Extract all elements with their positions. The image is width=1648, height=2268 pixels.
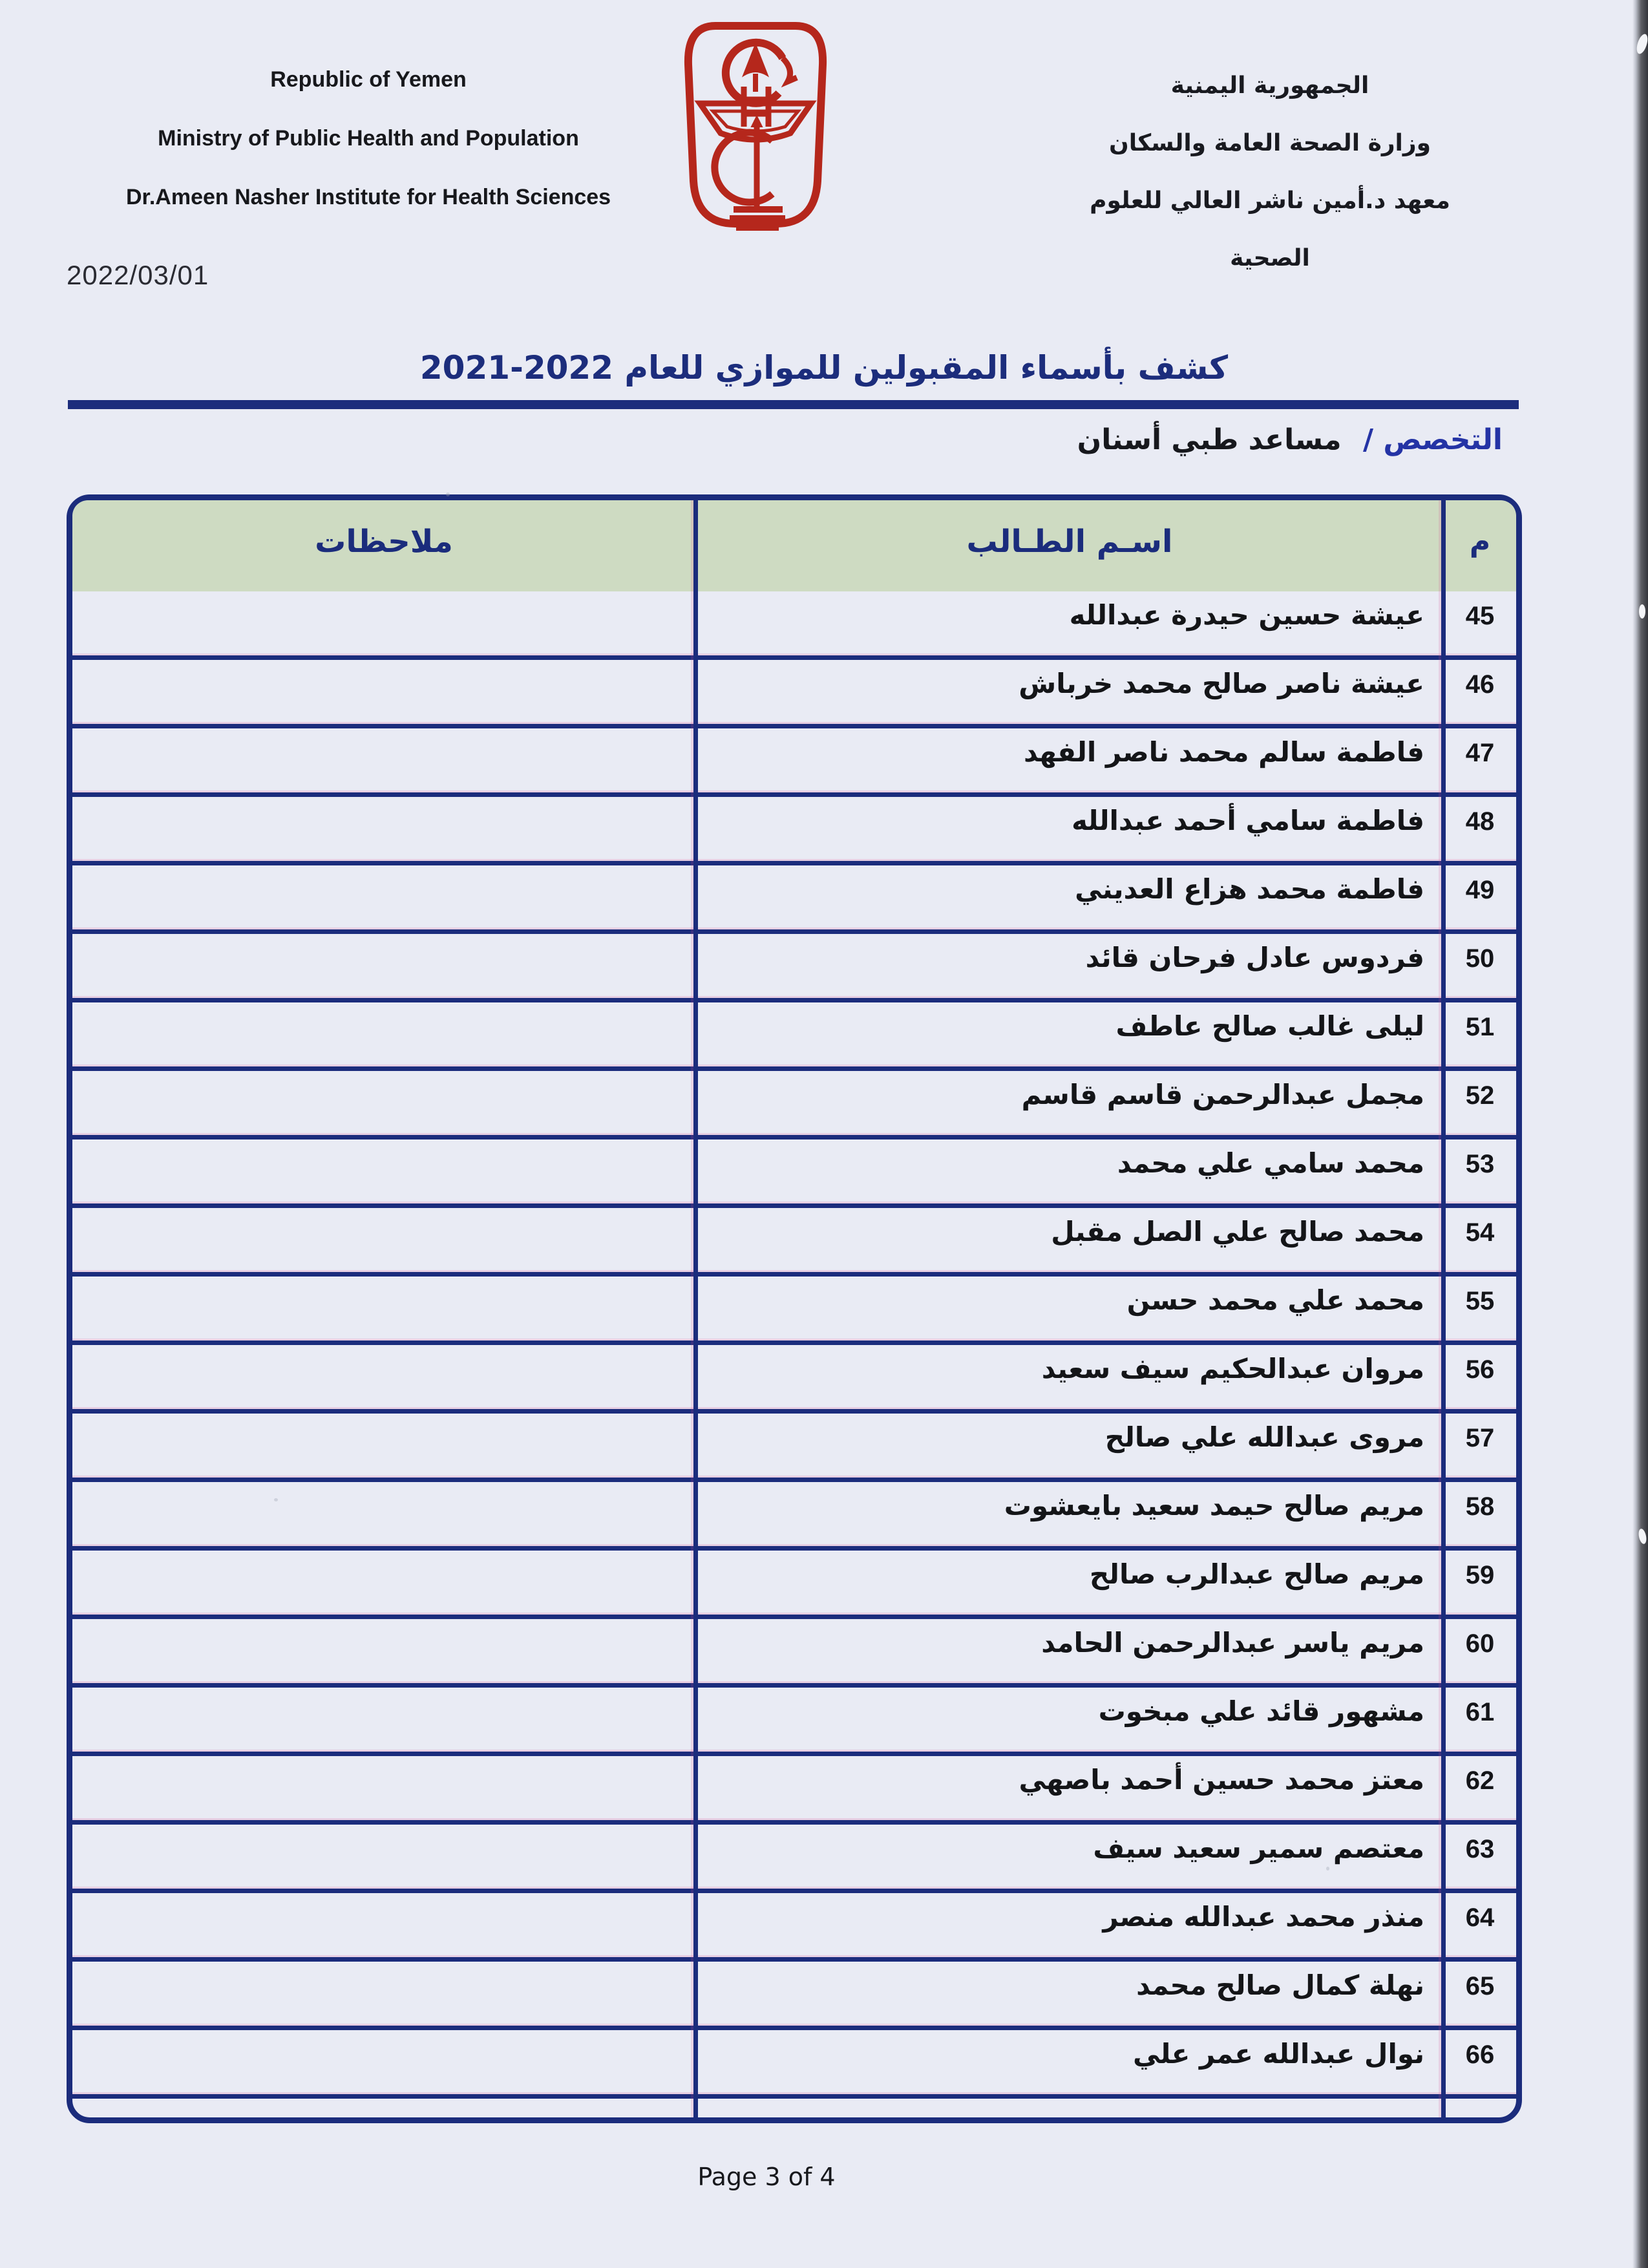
row-number: 48 bbox=[1465, 807, 1495, 836]
table-row bbox=[72, 1414, 1516, 1482]
table-row bbox=[72, 1688, 1516, 1756]
student-name: مشهور قائد علي مبخوت bbox=[1098, 1695, 1424, 1727]
table-row bbox=[72, 1619, 1516, 1688]
table-row bbox=[72, 1825, 1516, 1893]
row-number: 54 bbox=[1465, 1218, 1495, 1247]
dust-speck bbox=[1218, 964, 1221, 968]
row-number: 47 bbox=[1465, 739, 1495, 767]
letterhead-en-line2: Ministry of Public Health and Population bbox=[158, 126, 579, 151]
student-name: عيشة حسين حيدرة عبدالله bbox=[1069, 599, 1424, 631]
table-row bbox=[72, 865, 1516, 934]
column-header-notes: ملاحظات bbox=[315, 524, 453, 560]
row-number: 62 bbox=[1465, 1766, 1495, 1795]
row-number: 56 bbox=[1465, 1355, 1495, 1384]
letterhead-ar-line2: وزارة الصحة العامة والسكان bbox=[1109, 130, 1431, 156]
letterhead-ar-line1: الجمهورية اليمنية bbox=[1170, 72, 1369, 99]
table-row bbox=[72, 1002, 1516, 1071]
student-name: فاطمة سالم محمد ناصر الفهد bbox=[1023, 736, 1424, 768]
letterhead-en-line3: Dr.Ameen Nasher Institute for Health Sciences bbox=[125, 185, 611, 209]
column-header-student-name: اسـم الطـالب bbox=[966, 524, 1173, 560]
table-row bbox=[72, 660, 1516, 728]
student-name: فاطمة محمد هزاع العديني bbox=[1075, 873, 1424, 905]
row-number: 52 bbox=[1465, 1081, 1495, 1110]
table-row bbox=[72, 1071, 1516, 1139]
student-name: ليلى غالب صالح عاطف bbox=[1115, 1010, 1424, 1042]
student-name: فردوس عادل فرحان قائد bbox=[1085, 942, 1424, 973]
row-number: 55 bbox=[1465, 1287, 1495, 1315]
table-row bbox=[72, 1551, 1516, 1619]
scan-speck bbox=[1634, 33, 1648, 56]
table-row bbox=[72, 1756, 1516, 1825]
page-title: كشف بأسماء المقبولين للموازي للعام 2022-2021 bbox=[419, 349, 1229, 387]
row-number: 64 bbox=[1465, 1903, 1495, 1932]
student-name: محمد علي محمد حسن bbox=[1126, 1284, 1424, 1316]
letterhead-ar-line3: معهد د.أمين ناشر العالي للعلوم الصحية bbox=[1090, 187, 1450, 271]
table-row bbox=[72, 591, 1516, 660]
specialization-label: التخصص / bbox=[1362, 423, 1503, 456]
row-number: 51 bbox=[1465, 1013, 1495, 1041]
dust-speck bbox=[1326, 1867, 1329, 1871]
letterhead-english bbox=[84, 50, 653, 227]
column-divider-notes-name bbox=[693, 500, 698, 2117]
row-number: 53 bbox=[1465, 1150, 1495, 1178]
student-name: مريم صالح عبدالرب صالح bbox=[1089, 1558, 1424, 1590]
table-row bbox=[72, 1139, 1516, 1208]
letterhead-en-line1: Republic of Yemen bbox=[270, 67, 467, 92]
specialization-line bbox=[1077, 423, 1503, 456]
row-number: 45 bbox=[1465, 602, 1495, 630]
dust-speck bbox=[446, 493, 450, 496]
scan-speck bbox=[1638, 1528, 1648, 1545]
table-body bbox=[72, 591, 1516, 2099]
student-name: محمد صالح علي الصل مقبل bbox=[1051, 1216, 1424, 1247]
student-name: مروى عبدالله علي صالح bbox=[1104, 1421, 1424, 1453]
table-row bbox=[72, 797, 1516, 865]
scan-speck bbox=[1639, 604, 1645, 619]
table-row bbox=[72, 1277, 1516, 1345]
column-divider-name-index bbox=[1441, 500, 1446, 2117]
student-name: مريم صالح حيمد سعيد بايعشوت bbox=[1004, 1490, 1424, 1521]
dust-speck bbox=[274, 1498, 278, 1501]
row-number: 57 bbox=[1465, 1424, 1495, 1452]
table-row bbox=[72, 1482, 1516, 1551]
row-number: 66 bbox=[1465, 2040, 1495, 2069]
student-name: مجمل عبدالرحمن قاسم قاسم bbox=[1021, 1079, 1424, 1110]
student-name: مروان عبدالحكيم سيف سعيد bbox=[1041, 1353, 1424, 1384]
student-name: فاطمة سامي أحمد عبدالله bbox=[1072, 805, 1424, 836]
student-name: نهلة كمال صالح محمد bbox=[1136, 1969, 1424, 2001]
page-number-label: Page 3 of 4 bbox=[697, 2163, 836, 2191]
row-number: 58 bbox=[1465, 1492, 1495, 1521]
student-name: معتز محمد حسين أحمد باصهي bbox=[1019, 1764, 1424, 1796]
row-number: 59 bbox=[1465, 1561, 1495, 1589]
student-name: عيشة ناصر صالح محمد خرباش bbox=[1019, 668, 1424, 699]
row-number: 63 bbox=[1465, 1835, 1495, 1863]
students-table bbox=[67, 494, 1522, 2123]
row-number: 46 bbox=[1465, 670, 1495, 699]
document-date: 2022/03/01 bbox=[67, 260, 209, 290]
row-number: 49 bbox=[1465, 876, 1495, 904]
table-row bbox=[72, 934, 1516, 1002]
ministry-of-health-emblem-icon bbox=[674, 18, 837, 234]
table-row bbox=[72, 2030, 1516, 2099]
specialization-value: مساعد طبي أسنان bbox=[1077, 423, 1342, 456]
table-row bbox=[72, 1208, 1516, 1277]
table-row bbox=[72, 728, 1516, 797]
table-row bbox=[72, 1962, 1516, 2030]
student-name: منذر محمد عبدالله منصر bbox=[1103, 1901, 1424, 1933]
student-name: محمد سامي علي محمد bbox=[1117, 1147, 1424, 1179]
student-name: معتصم سمير سعيد سيف bbox=[1093, 1832, 1424, 1864]
row-number: 60 bbox=[1465, 1629, 1495, 1658]
letterhead-arabic bbox=[1066, 57, 1474, 287]
scanner-edge-strip bbox=[1632, 0, 1648, 2268]
table-header-row bbox=[72, 500, 1516, 591]
student-name: نوال عبدالله عمر علي bbox=[1133, 2038, 1424, 2070]
column-header-index: م bbox=[1469, 525, 1491, 558]
row-number: 61 bbox=[1465, 1698, 1495, 1726]
student-name: مريم ياسر عبدالرحمن الحامد bbox=[1041, 1627, 1424, 1659]
title-underline-rule bbox=[68, 400, 1519, 409]
table-row bbox=[72, 1893, 1516, 1962]
table-row bbox=[72, 1345, 1516, 1414]
row-number: 50 bbox=[1465, 944, 1495, 973]
row-number: 65 bbox=[1465, 1972, 1495, 2000]
